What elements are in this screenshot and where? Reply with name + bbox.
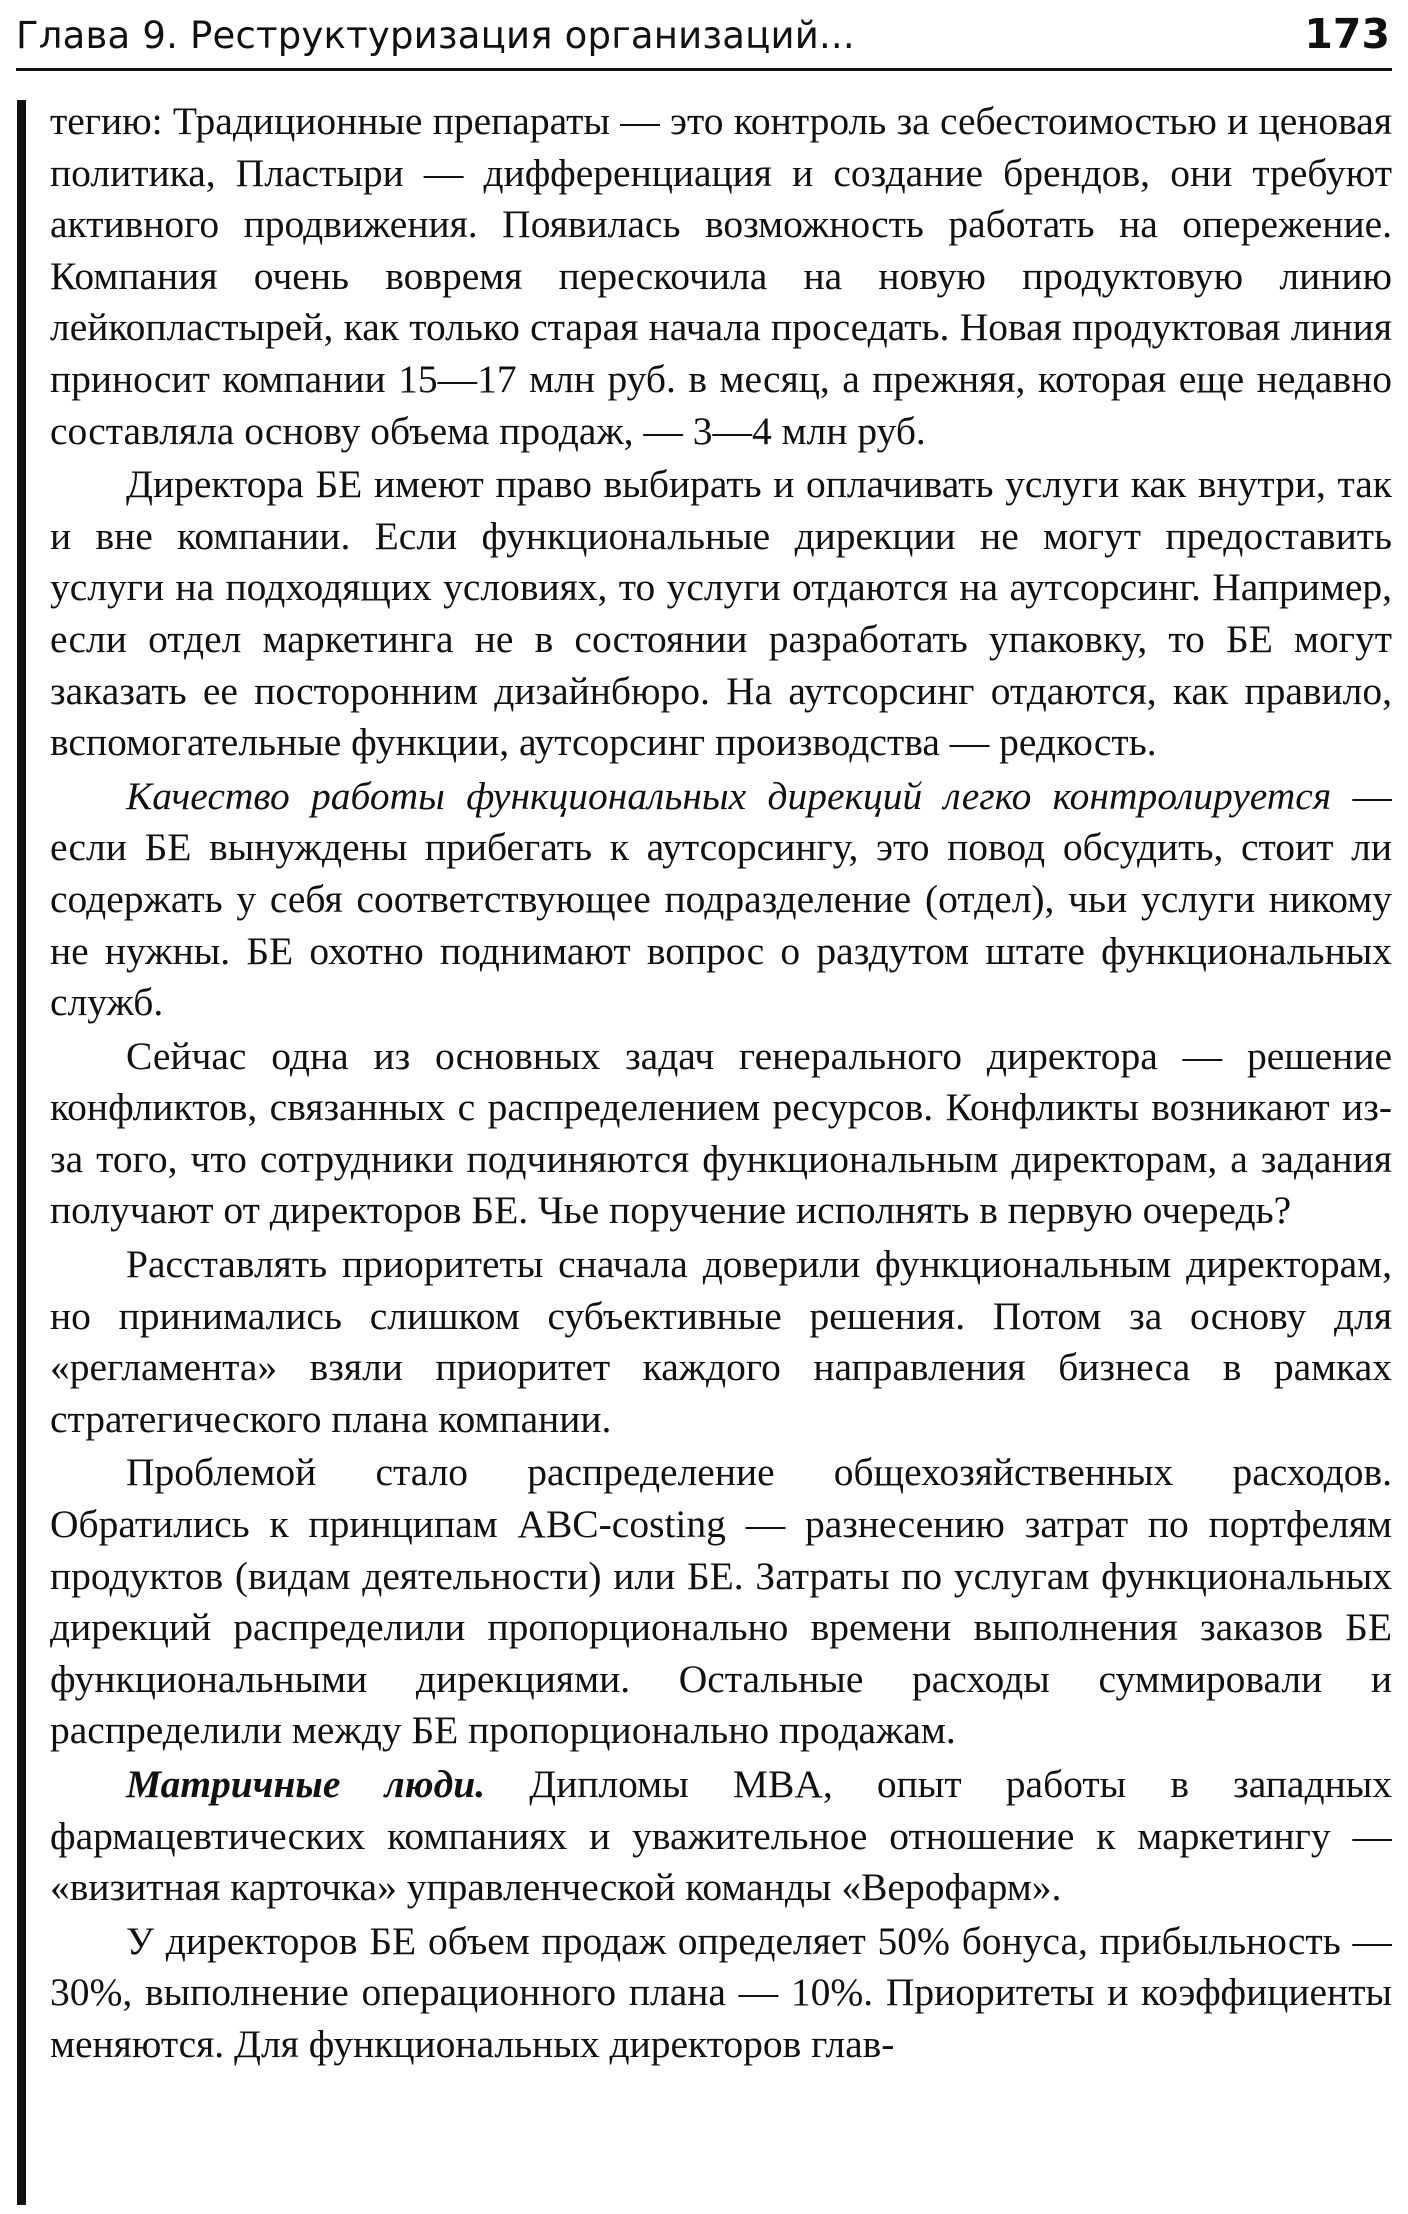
paragraph-2 xyxy=(50,459,1392,769)
running-title: Глава 9. Реструктуризация организаций... xyxy=(16,14,855,57)
paragraph-5-text: Расставлять приоритеты сначала доверили функциональным директорам, но принимались слишком субъективные решения. Потом за основу для «регламента» взяли приоритет каждого направления бизнеса в рамках стратегического плана компании. xyxy=(50,1242,1392,1441)
paragraph-7 xyxy=(50,1759,1392,1914)
paragraph-8-text: У директоров БЕ объем продаж определяет 50% бонуса, прибыльность — 30%, выполнение операционного плана — 10%. Приоритеты и коэффициенты меняются. Для функциональных директоров глав- xyxy=(50,1918,1392,2066)
paragraph-3-lead: Качество работы функциональных дирекций легко контролируется xyxy=(126,773,1332,818)
page-number: 173 xyxy=(1304,10,1390,58)
paragraph-8 xyxy=(50,1916,1392,2071)
paragraph-2-text: Директора БЕ имеют право выбирать и оплачивать услуги как внутри, так и вне компании. Если функциональные дирекции не могут предоставить услуги на подходящих условиях, то услуги отдаются на аутсорсинг. Например, если отдел маркетинга не в состоянии разработать упаковку, то БЕ могут заказать ее посторонним дизайнбюро. На аутсорсинг отдаются, как правило, вспомогательные функции, аутсорсинг производства — редкость. xyxy=(50,462,1392,765)
paragraph-7-lead: Матричные люди. xyxy=(126,1762,486,1806)
paragraph-4-text: Сейчас одна из основных задач генерального директора — решение конфликтов, связанных с распределением ресурсов. Конфликты возникают из-за того, что сотрудники подчиняются функциональным директорам, а задания получают от директоров БЕ. Чье поручение исполнять в первую очередь? xyxy=(50,1033,1392,1233)
paragraph-3-text: — если БЕ вынуждены прибегать к аутсорсингу, это повод обсудить, стоит ли содержать у себя соответствующее подразделение (отдел), чьи услуги никому не нужны. БЕ охотно поднимают вопрос о раздутом штате функциональных служб. xyxy=(50,773,1392,1025)
paragraph-7-text: Дипломы MBA, опыт работы в западных фармацевтических компаниях и уважительное отношение к маркетингу — «визитная карточка» управленческой команды «Верофарм». xyxy=(50,1762,1392,1910)
paragraph-5 xyxy=(50,1239,1392,1445)
margin-rule xyxy=(17,100,26,2205)
paragraph-6 xyxy=(50,1447,1392,1757)
paragraph-6-text: Проблемой стало распределение общехозяйственных расходов. Обратились к принципам ABC-costing — разнесению затрат по портфелям продуктов (видам деятельности) или БЕ. Затраты по услугам функциональных дирекций распределили пропорционально времени выполнения заказов БЕ функциональными дирекциями. Остальные расходы суммировали и распределили между БЕ пропорционально продажам. xyxy=(50,1450,1392,1753)
paragraph-4 xyxy=(50,1031,1392,1237)
body-text xyxy=(50,96,1392,2206)
page-header xyxy=(16,6,1392,71)
paragraph-3 xyxy=(50,771,1392,1029)
paragraph-1-text: тегию: Традиционные препараты — это контроль за себестоимостью и ценовая политика, Пластыри — дифференциация и создание брендов, они требуют активного продвижения. Появилась возможность работать на опережение. Компания очень вовремя перескочила на новую продуктовую линию лейкопластырей, как только старая начала проседать. Новая продуктовая линия приносит компании 15—17 млн руб. в месяц, а прежняя, которая еще недавно составляла основу объема продаж, — 3—4 млн руб. xyxy=(50,99,1392,453)
paragraph-1 xyxy=(50,96,1392,457)
